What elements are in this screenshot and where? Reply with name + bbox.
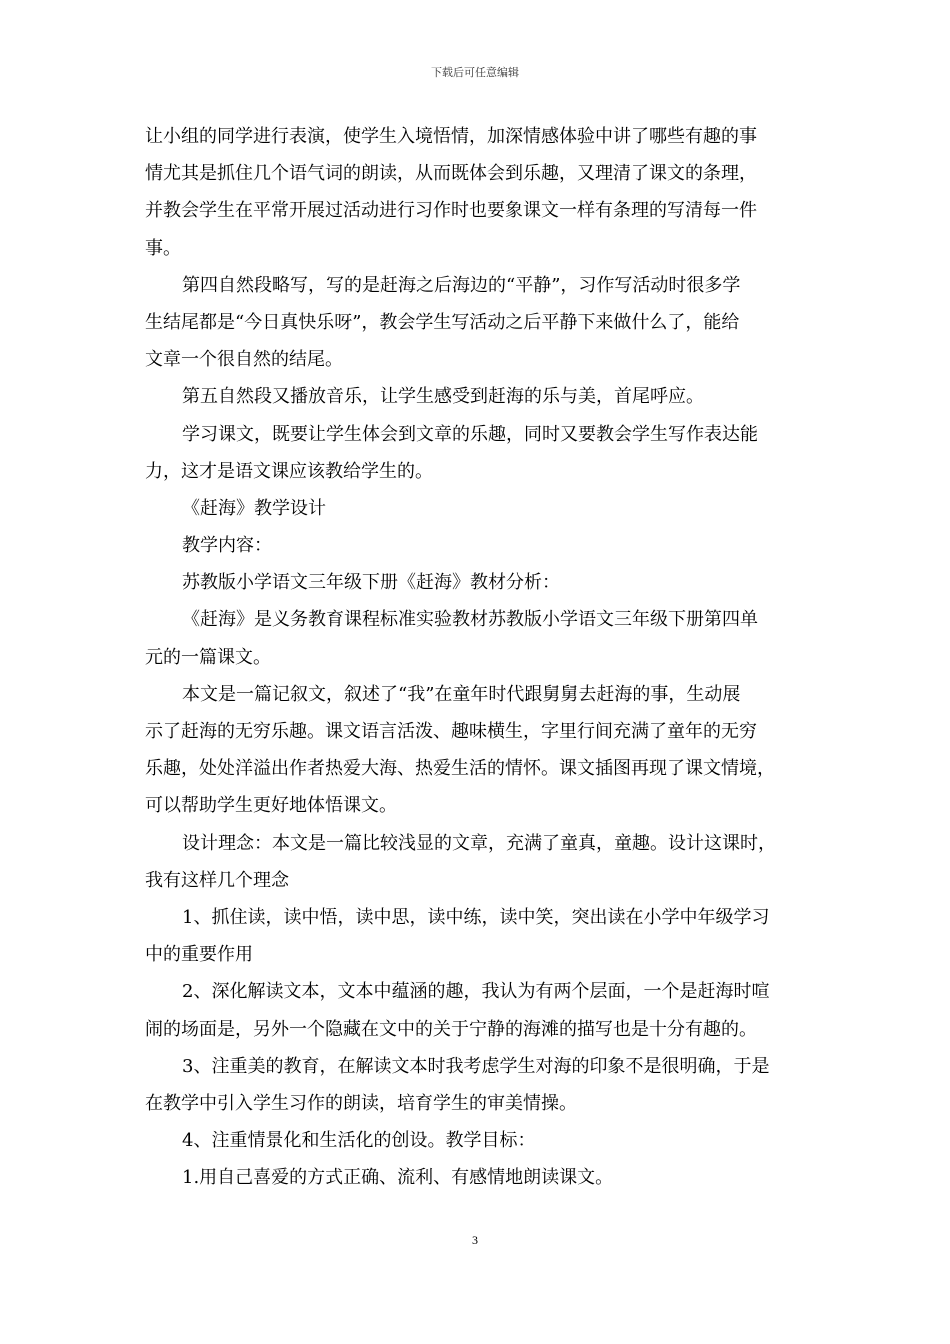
- text-line: 元的一篇课文。: [145, 646, 271, 668]
- text-line: 并教会学生在平常开展过活动进行习作时也要象课文一样有条理的写清每一件: [145, 200, 757, 222]
- page-header: 下载后可任意编辑: [431, 66, 519, 79]
- text-line: 学习课文，既要让学生体会到文章的乐趣，同时又要教会学生写作表达能: [182, 423, 758, 445]
- text-line: 力，这才是语文课应该教给学生的。: [145, 460, 433, 482]
- text-line: 教学内容：: [182, 535, 272, 557]
- text-line: 让小组的同学进行表演，使学生入境悟情，加深情感体验中讲了哪些有趣的事: [145, 126, 757, 147]
- text-line: 3、注重美的教育，在解读文本时我考虑学生对海的印象不是很明确，于是: [182, 1055, 770, 1077]
- text-line: 本文是一篇记叙文，叙述了“我”在童年时代跟舅舅去赶海的事，生动展: [182, 683, 741, 705]
- text-line: 1、抓住读，读中悟，读中思，读中练，读中笑，突出读在小学中年级学习: [182, 906, 770, 928]
- text-line: 示了赶海的无穷乐趣。课文语言活泼、趣味横生，字里行间充满了童年的无穷: [145, 721, 757, 742]
- text-line: 《赶海》是义务教育课程标准实验教材苏教版小学语文三年级下册第四单: [182, 609, 758, 631]
- text-line: 4、注重情景化和生活化的创设。教学目标：: [182, 1130, 536, 1152]
- text-line: 情尤其是抓住几个语气词的朗读，从而既体会到乐趣，又理清了课文的条理，: [145, 163, 757, 185]
- text-line: 中的重要作用: [145, 944, 253, 966]
- page-number: 3: [472, 1233, 478, 1247]
- text-line: 闹的场面是，另外一个隐藏在文中的关于宁静的海滩的描写也是十分有趣的。: [145, 1018, 757, 1040]
- text-line: 2、深化解读文本，文本中蕴涵的趣，我认为有两个层面，一个是赶海时喧: [182, 981, 770, 1003]
- text-line: 乐趣，处处洋溢出作者热爱大海、热爱生活的情怀。课文插图再现了课文情境，: [145, 758, 775, 780]
- text-line: 《赶海》教学设计: [182, 497, 326, 519]
- text-line: 1.用自己喜爱的方式正确、流利、有感情地朗读课文。: [182, 1167, 614, 1189]
- text-line: 设计理念：本文是一篇比较浅显的文章，充满了童真，童趣。设计这课时，: [182, 832, 776, 854]
- text-line: 我有这样几个理念: [145, 869, 289, 891]
- text-line: 文章一个很自然的结尾。: [145, 349, 343, 371]
- text-line: 第四自然段略写，写的是赶海之后海边的“平静”，习作写活动时很多学: [182, 274, 741, 296]
- text-line: 苏教版小学语文三年级下册《赶海》教材分析：: [182, 572, 560, 594]
- text-line: 事。: [145, 237, 181, 259]
- text-line: 在教学中引入学生习作的朗读，培育学生的审美情操。: [145, 1092, 577, 1114]
- text-line: 可以帮助学生更好地体悟课文。: [145, 795, 397, 817]
- text-line: 第五自然段又播放音乐，让学生感受到赶海的乐与美，首尾呼应。: [182, 386, 704, 408]
- text-line: 生结尾都是“今日真快乐呀”，教会学生写活动之后平静下来做什么了，能给: [145, 311, 740, 333]
- document-body: [145, 118, 810, 1196]
